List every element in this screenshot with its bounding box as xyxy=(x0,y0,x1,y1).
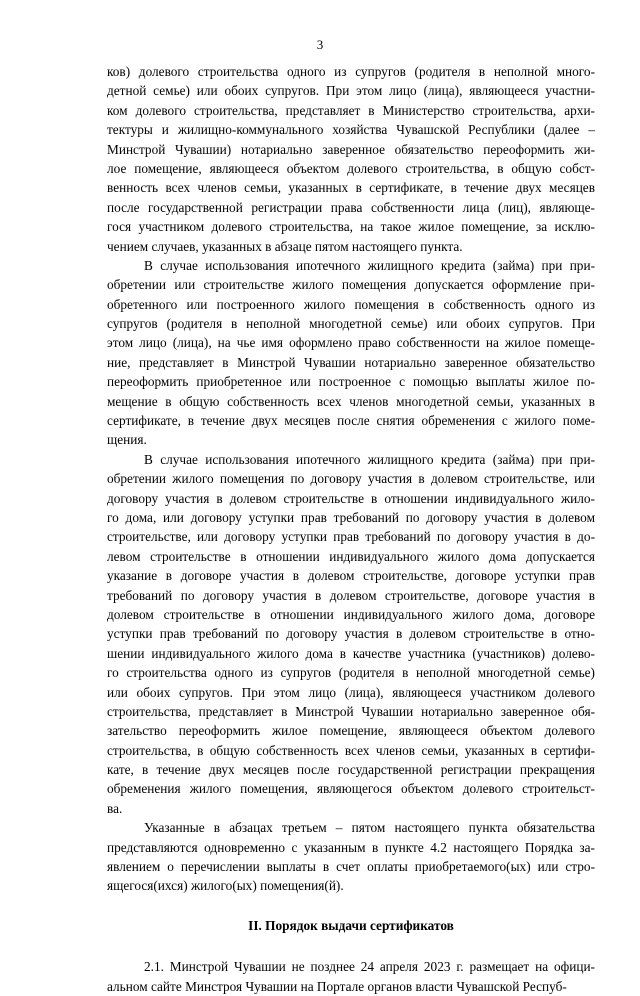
text-line: ящегося(ихся) жилого(ых) помещения(й). xyxy=(107,878,344,894)
text-line: щения. xyxy=(107,432,147,448)
text-line: Минстрой Чувашии) нотариально заверенное обязательство переоформить жи- xyxy=(107,141,595,157)
text-line: уступки прав требований по договору участия в долевом строительстве в отно- xyxy=(107,626,595,642)
paragraph-mortgage-purchase xyxy=(107,256,595,450)
text-line: кате, в течение двух месяцев после государственной регистрации прекращения xyxy=(107,762,595,778)
text-line: ние, представляет в Минстрой Чувашии нотариально заверенное обязательство xyxy=(107,354,595,370)
text-line: детной семье) или обоих супругов. При этом лицо (лица), являющееся участни- xyxy=(107,83,595,99)
text-line: строительства, в общую собственность всех членов семьи, указанных в сертифи- xyxy=(107,742,595,758)
text-line: го строительства одного из супругов (родителя в неполной многодетной семье) xyxy=(107,665,595,681)
text-line: ком долевого строительства, представляет в Министерство строительства, архи- xyxy=(107,102,595,118)
paragraph-section-2-1 xyxy=(107,957,595,996)
paragraph-shared-construction xyxy=(107,62,595,256)
text-line: лое помещение, являющееся объектом долевого строительства, в общую собст- xyxy=(107,160,595,176)
text-line: шении индивидуального жилого дома в качестве участника (участников) долево- xyxy=(107,645,595,661)
text-line: строительства, представляет в Минстрой Чувашии нотариально заверенное обя- xyxy=(107,703,595,719)
paragraph-mortgage-shared-construction xyxy=(107,450,595,818)
text-line: после государственной регистрации права собственности лица (лиц), являюще- xyxy=(107,199,595,215)
text-line: супругов (родителя в неполной многодетной семье) или обоих супругов. При xyxy=(107,316,595,332)
text-line: левом строительстве в отношении индивидуального жилого дома допускается xyxy=(107,548,595,564)
text-line: ва. xyxy=(107,800,123,816)
paragraph-obligations-submission xyxy=(107,818,595,896)
text-line: строительстве, или договору уступки прав требований по договору участия в до- xyxy=(107,529,595,545)
text-line: сертификате, в течение двух месяцев после снятия обременения с жилого поме- xyxy=(107,413,595,429)
text-line: мещение в общую собственность всех членов многодетной семьи, указанных в xyxy=(107,393,595,409)
text-line: В случае использования ипотечного жилищного кредита (займа) при при- xyxy=(144,257,595,273)
text-line: обретении или строительстве жилого помещения допускается оформление при- xyxy=(107,277,595,293)
page-number: 3 xyxy=(316,37,324,52)
text-line: венность всех членов семьи, указанных в сертификате, в течение двух месяцев xyxy=(107,180,595,196)
text-line: тектуры и жилищно-коммунального хозяйства Чувашской Республики (далее – xyxy=(107,122,595,138)
section-heading: II. Порядок выдачи сертификатов xyxy=(248,917,454,933)
text-line: ков) долевого строительства одного из супругов (родителя в неполной много- xyxy=(107,64,595,79)
text-line: обретенного или построенного жилого помещения в собственность одного из xyxy=(107,296,595,312)
text-line: долевом строительстве в отношении индивидуального жилого дома, договоре xyxy=(107,606,595,622)
text-line: представляются одновременно с указанным в пункте 4.2 настоящего Порядка за- xyxy=(107,839,595,855)
text-line: альном сайте Минстроя Чувашии на Портале органов власти Чувашской Респуб- xyxy=(107,978,567,994)
text-line: обременения жилого помещения, являющегося объектом долевого строительст- xyxy=(107,781,595,797)
text-line: гося участником долевого строительства, на такое жилое помещение, за исклю- xyxy=(107,219,595,235)
text-line: явлением о перечислении выплаты в счет оплаты приобретаемого(ых) или стро- xyxy=(107,859,595,875)
text-line: обретении жилого помещения по договору участия в долевом строительстве, или xyxy=(107,471,595,487)
text-line: или обоих супругов. При этом лицо (лица), являющееся участником долевого xyxy=(107,684,595,700)
text-line: требований по договору участия в долевом строительстве, договоре участия в xyxy=(107,587,595,603)
text-line: В случае использования ипотечного жилищного кредита (займа) при при- xyxy=(144,451,595,467)
text-line: го дома, или договору уступки прав требований по договору участия в долевом xyxy=(107,509,595,525)
text-line: зательство переоформить жилое помещение, являющееся объектом долевого xyxy=(107,723,595,739)
text-line: 2.1. Минстрой Чувашии не позднее 24 апреля 2023 г. размещает на офици- xyxy=(144,959,595,975)
text-line: договору участия в долевом строительстве в отношении индивидуального жило- xyxy=(107,490,595,506)
text-line: чением случаев, указанных в абзаце пятом настоящего пункта. xyxy=(107,238,463,254)
document-body xyxy=(107,62,595,996)
text-line: указание в договоре участия в долевом строительстве, договоре уступки прав xyxy=(107,568,595,584)
text-line: Указанные в абзацах третьем – пятом настоящего пункта обязательства xyxy=(144,820,595,836)
text-line: переоформить приобретенное или построенное с помощью выплаты жилое по- xyxy=(107,374,595,390)
text-line: этом лицо (лица), на чье имя оформлено право собственности на жилое помеще- xyxy=(107,335,595,351)
